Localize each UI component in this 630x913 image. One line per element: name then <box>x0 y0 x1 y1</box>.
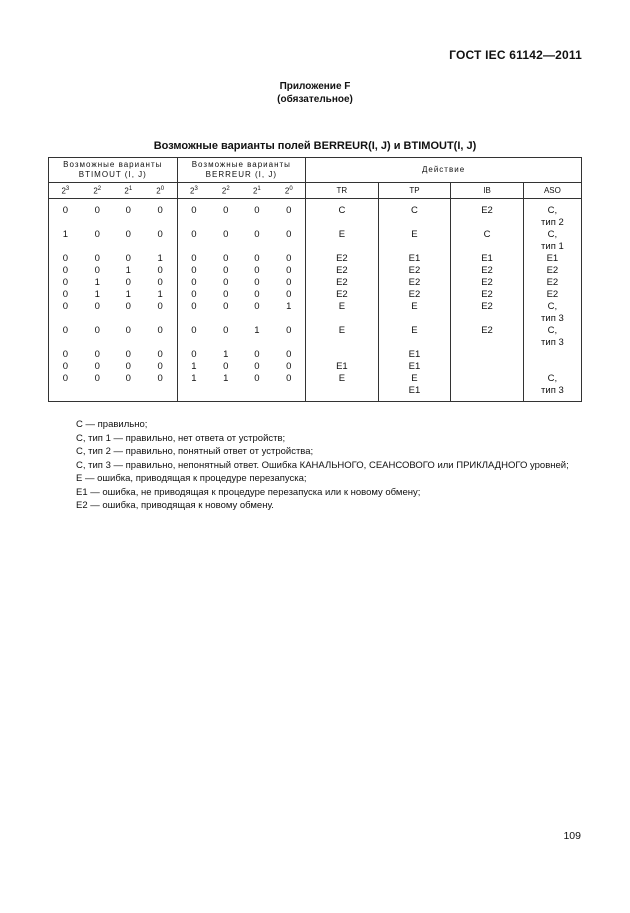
table-cell <box>378 241 451 253</box>
table-cell: 1 <box>94 277 100 288</box>
table-cell: тип 3 <box>523 337 581 349</box>
table-cell <box>272 313 305 325</box>
table-cell <box>82 313 113 325</box>
table-row <box>49 361 582 373</box>
note-line: E2 — ошибка, приводящая к новому обмену. <box>76 500 274 511</box>
standard-designation: ГОСТ IEC 61142—2011 <box>449 48 582 62</box>
table-cell <box>210 241 241 253</box>
annex-title: Приложение F <box>279 81 351 92</box>
table-cell: C, <box>523 199 581 218</box>
table-row <box>49 313 582 325</box>
table-cell: 0 <box>125 325 131 336</box>
table-cell: 1 <box>223 373 229 384</box>
table-cell: 0 <box>191 205 197 216</box>
table-cell <box>144 313 177 325</box>
table-cell: 0 <box>223 277 229 288</box>
table-cell <box>177 385 210 402</box>
table-row <box>49 349 582 361</box>
table-cell <box>82 337 113 349</box>
table-cell: C, <box>523 325 581 337</box>
table-cell: 0 <box>94 301 100 312</box>
table-row <box>49 199 582 218</box>
table-cell: 0 <box>191 289 197 300</box>
table-cell: E1 <box>378 385 451 402</box>
table-cell: 0 <box>272 361 305 373</box>
table-cell: E <box>378 325 451 337</box>
table-cell <box>378 217 451 229</box>
table-cell: 0 <box>254 277 260 288</box>
table-row <box>49 229 582 241</box>
table-cell <box>378 337 451 349</box>
table-cell <box>49 337 82 349</box>
table-cell <box>451 385 524 402</box>
table-cell: E2 <box>451 265 524 277</box>
btimout-bit0-header: $2^0$ <box>144 183 177 199</box>
table-cell <box>210 385 241 402</box>
table-cell <box>241 337 272 349</box>
action-group-header: Действие <box>306 158 582 183</box>
table-cell: 0 <box>94 361 100 372</box>
table-cell: E2 <box>451 289 524 301</box>
table-cell <box>306 337 379 349</box>
table-cell: 0 <box>254 229 260 240</box>
table-cell: 0 <box>254 265 260 276</box>
table-cell <box>272 385 305 402</box>
table-cell: C <box>306 199 379 218</box>
table-cell <box>49 313 82 325</box>
table-cell: 0 <box>144 373 177 385</box>
table-cell <box>113 337 144 349</box>
btimout-group-header: Возможные варианты BTIMOUT (I, J) <box>49 158 178 183</box>
table-cell <box>177 337 210 349</box>
table-cell: 0 <box>125 277 131 288</box>
berreur-group-header: Возможные варианты BERREUR (I, J) <box>177 158 306 183</box>
table-cell: E2 <box>451 301 524 313</box>
table-cell: 0 <box>254 373 260 384</box>
table-cell <box>306 349 379 361</box>
table-cell: 0 <box>144 325 177 337</box>
table-cell: 1 <box>144 253 177 265</box>
table-cell <box>241 385 272 402</box>
table-cell <box>241 241 272 253</box>
variants-table <box>48 157 582 402</box>
table-cell: E <box>378 229 451 241</box>
berreur-bit0-header: $2^0$ <box>272 183 305 199</box>
table-cell: E2 <box>306 253 379 265</box>
note-line: E — ошибка, приводящая к процедуре перезапуска; <box>76 473 307 484</box>
table-cell <box>144 241 177 253</box>
table-cell: 0 <box>272 373 305 385</box>
table-cell <box>82 217 113 229</box>
table-cell: 0 <box>223 361 229 372</box>
table-cell <box>177 241 210 253</box>
table-row <box>49 217 582 229</box>
table-cell <box>272 217 305 229</box>
table-cell: 0 <box>49 199 82 218</box>
table-cell <box>306 385 379 402</box>
berreur-bit2-header: $2^2$ <box>210 183 241 199</box>
table-cell: E <box>306 301 379 313</box>
table-cell <box>241 313 272 325</box>
table-cell: 1 <box>272 301 305 313</box>
action-col-ib: IB <box>451 183 524 199</box>
table-cell: C, <box>523 229 581 241</box>
table-cell: 0 <box>191 277 197 288</box>
table-cell: 0 <box>125 229 131 240</box>
page-number: 109 <box>563 830 581 842</box>
table-cell: E2 <box>378 277 451 289</box>
note-line: C, тип 3 — правильно, непонятный ответ. Ошибка КАНАЛЬНОГО, СЕАНСОВОГО или ПРИКЛАДНОГО уровней; <box>76 459 569 471</box>
note-line: C — правильно; <box>76 419 148 430</box>
table-cell: E1 <box>523 253 581 265</box>
table-cell: 0 <box>49 265 82 277</box>
table-cell: 0 <box>272 277 305 289</box>
table-cell: 0 <box>223 325 229 336</box>
table-cell <box>210 337 241 349</box>
table-cell <box>306 313 379 325</box>
table-cell: 0 <box>144 349 177 361</box>
action-col-tp: TP <box>378 183 451 199</box>
table-cell: E2 <box>523 265 581 277</box>
table-cell: 0 <box>125 361 131 372</box>
table-cell: 0 <box>94 325 100 336</box>
table-cell: E1 <box>378 253 451 265</box>
table-row <box>49 265 582 277</box>
table-cell: тип 3 <box>523 313 581 325</box>
table-cell: 0 <box>49 277 82 289</box>
table-cell: 0 <box>49 289 82 301</box>
table-cell: 0 <box>144 361 177 373</box>
table-cell: тип 1 <box>523 241 581 253</box>
table-cell: 0 <box>49 373 82 385</box>
table-cell: 0 <box>191 265 197 276</box>
table-cell <box>82 385 113 402</box>
table-cell: 0 <box>125 253 131 264</box>
table-cell: E1 <box>451 253 524 265</box>
table-cell: 0 <box>49 361 82 373</box>
table-row <box>49 385 582 402</box>
table-row <box>49 325 582 337</box>
table-cell: 0 <box>223 205 229 216</box>
table-cell <box>272 241 305 253</box>
table-cell: 0 <box>254 349 260 360</box>
btimout-bit3-header: $2^3$ <box>49 183 82 199</box>
table-cell: C <box>378 199 451 218</box>
note-line: E1 — ошибка, не приводящая к процедуре перезапуска или к новому обмену; <box>76 486 421 498</box>
table-cell: 0 <box>223 253 229 264</box>
table-cell: 0 <box>125 301 131 312</box>
table-cell: 0 <box>272 325 305 337</box>
table-cell: 0 <box>272 199 305 218</box>
table-cell: 0 <box>272 229 305 241</box>
table-cell <box>82 241 113 253</box>
action-col-tr: TR <box>306 183 379 199</box>
action-col-aso: ASO <box>523 183 581 199</box>
table-row <box>49 337 582 349</box>
table-cell: 0 <box>254 205 260 216</box>
table-cell: 0 <box>94 205 100 216</box>
table-cell: 1 <box>191 361 197 372</box>
table-cell: E1 <box>306 361 379 373</box>
table-cell: 0 <box>191 301 197 312</box>
table-cell: 0 <box>94 253 100 264</box>
table-cell: 0 <box>223 229 229 240</box>
table-cell: E <box>306 325 379 337</box>
table-cell: E2 <box>451 199 524 218</box>
annex-heading <box>0 80 630 106</box>
table-body <box>49 199 582 402</box>
table-cell <box>241 217 272 229</box>
annex-subtitle: (обязательное) <box>277 94 353 105</box>
table-row <box>49 241 582 253</box>
table-cell <box>451 349 524 361</box>
table-cell: E <box>306 373 379 385</box>
table-cell <box>177 313 210 325</box>
table-cell <box>113 313 144 325</box>
table-cell: 0 <box>144 229 177 241</box>
table-cell: 1 <box>49 229 82 241</box>
table-cell <box>451 337 524 349</box>
table-caption: Возможные варианты полей BERREUR(I, J) и BTIMOUT(I, J) <box>153 140 477 152</box>
table-cell: C <box>451 229 524 241</box>
table-cell: 1 <box>223 349 229 360</box>
table-cell: 0 <box>272 289 305 301</box>
table-cell <box>451 361 524 373</box>
berreur-bit1-header: $2^1$ <box>241 183 272 199</box>
table-cell: C, <box>523 301 581 313</box>
table-cell <box>113 217 144 229</box>
table-cell: E <box>306 229 379 241</box>
table-cell: 0 <box>49 349 82 361</box>
table-cell: 0 <box>94 229 100 240</box>
table-cell <box>210 217 241 229</box>
table-cell <box>177 217 210 229</box>
table-row <box>49 253 582 265</box>
table-cell <box>451 217 524 229</box>
table-cell: 1 <box>254 325 260 336</box>
table-cell <box>210 313 241 325</box>
table-cell: 0 <box>144 265 177 277</box>
table-cell <box>306 217 379 229</box>
table-cell: 0 <box>223 289 229 300</box>
table-cell <box>306 241 379 253</box>
table-cell <box>144 217 177 229</box>
table-cell: 0 <box>191 253 197 264</box>
table-cell: 0 <box>94 265 100 276</box>
table-cell: 0 <box>125 205 131 216</box>
table-cell: 1 <box>125 289 131 300</box>
table-row <box>49 373 582 385</box>
table-row <box>49 289 582 301</box>
btimout-bit2-header: $2^2$ <box>82 183 113 199</box>
table-cell: 0 <box>144 199 177 218</box>
berreur-bit3-header: $2^3$ <box>177 183 210 199</box>
table-cell: 1 <box>94 289 100 300</box>
table-cell <box>49 217 82 229</box>
table-cell <box>523 349 581 361</box>
table-cell: E2 <box>378 289 451 301</box>
table-cell: E2 <box>451 325 524 337</box>
table-cell <box>144 337 177 349</box>
table-cell: 0 <box>125 349 131 360</box>
table-cell: E2 <box>378 265 451 277</box>
table-cell: 0 <box>272 349 305 361</box>
table-cell: 0 <box>272 265 305 277</box>
table-cell: C, <box>523 373 581 385</box>
table-cell: E2 <box>306 277 379 289</box>
table-cell: E2 <box>451 277 524 289</box>
table-cell: E2 <box>306 265 379 277</box>
table-cell: E <box>378 301 451 313</box>
table-cell: 0 <box>94 349 100 360</box>
table-cell <box>113 241 144 253</box>
table-cell: 0 <box>144 277 177 289</box>
table-cell: E1 <box>378 361 451 373</box>
table-cell: 0 <box>254 253 260 264</box>
note-line: C, тип 2 — правильно, понятный ответ от устройства; <box>76 446 314 457</box>
table-cell: 0 <box>191 325 197 336</box>
table-cell: 0 <box>94 373 100 384</box>
table-cell <box>451 241 524 253</box>
note-line: C, тип 1 — правильно, нет ответа от устройств; <box>76 432 286 444</box>
table-cell: 0 <box>49 253 82 265</box>
table-cell: 0 <box>223 265 229 276</box>
table-cell <box>378 313 451 325</box>
table-cell: 1 <box>191 373 197 384</box>
table-cell <box>49 385 82 402</box>
table-cell: 0 <box>144 301 177 313</box>
table-cell: 0 <box>191 349 197 360</box>
table-cell: 0 <box>254 289 260 300</box>
table-cell <box>113 385 144 402</box>
table-cell: тип 2 <box>523 217 581 229</box>
table-cell: 0 <box>49 325 82 337</box>
notes <box>48 418 582 513</box>
table-cell <box>49 241 82 253</box>
table-cell <box>272 337 305 349</box>
btimout-bit1-header: $2^1$ <box>113 183 144 199</box>
table-cell: E <box>378 373 451 385</box>
table-cell: 0 <box>254 301 260 312</box>
table-cell: 0 <box>125 373 131 384</box>
table-cell: 0 <box>272 253 305 265</box>
table-cell: E2 <box>523 277 581 289</box>
table-cell <box>523 361 581 373</box>
table-cell: E2 <box>523 289 581 301</box>
table-cell: 0 <box>223 301 229 312</box>
table-cell: 0 <box>49 301 82 313</box>
table-cell: E1 <box>378 349 451 361</box>
table-cell: 1 <box>144 289 177 301</box>
table-cell <box>144 385 177 402</box>
table-cell <box>451 373 524 385</box>
table-cell: тип 3 <box>523 385 581 402</box>
table-cell <box>451 313 524 325</box>
table-cell: 0 <box>254 361 260 372</box>
table-cell: 0 <box>191 229 197 240</box>
table-cell: 1 <box>125 265 131 276</box>
table-row <box>49 301 582 313</box>
table-row <box>49 277 582 289</box>
table-cell: E2 <box>306 289 379 301</box>
